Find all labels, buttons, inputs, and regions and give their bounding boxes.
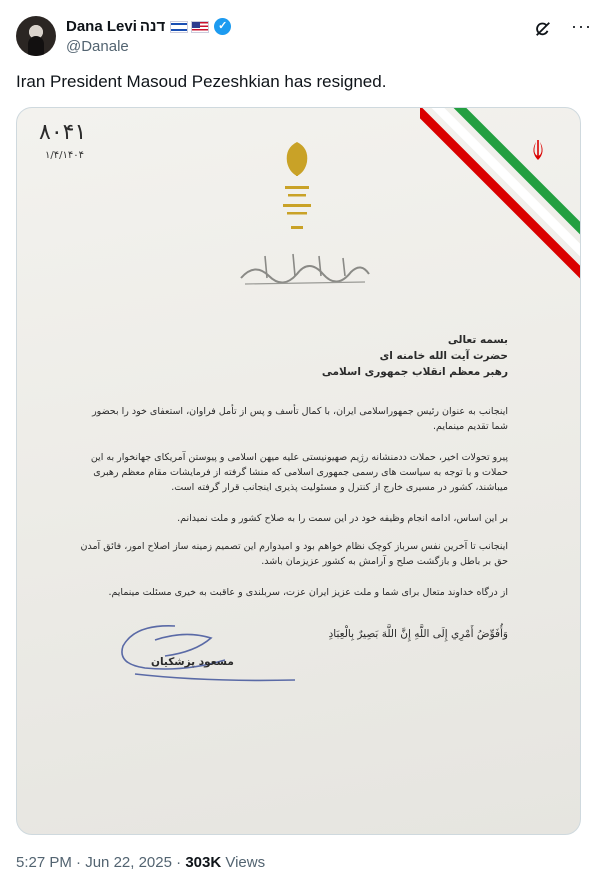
more-options-icon[interactable]: ···	[571, 16, 592, 36]
iran-flag-stripes	[420, 107, 581, 288]
grok-icon[interactable]	[534, 20, 552, 38]
avatar[interactable]	[16, 16, 56, 56]
handwritten-signature	[115, 616, 305, 686]
tweet-header	[16, 14, 592, 58]
author-handle[interactable]: @Danale	[66, 38, 129, 55]
tweet-text: Iran President Masoud Pezeshkian has resigned.	[16, 72, 387, 91]
tweet-media-image[interactable]	[16, 107, 581, 835]
letter-paragraph: بر این اساس، ادامه انجام وظیفه خود در این سمت را به صلاح کشور و ملت نمیدانم.	[177, 513, 508, 524]
document-number: ۸۰۴۱	[39, 120, 87, 145]
tweet-date[interactable]: Jun 22, 2025	[85, 854, 172, 871]
tweet-time[interactable]: 5:27 PM	[16, 854, 72, 871]
letter-salutation	[322, 332, 508, 380]
letter-paragraph: اینجانب به عنوان رئیس جمهوراسلامی ایران، با کمال تأسف و پس از تأمل فراوان، استعفای خود را بحضور شما تقدیم مینمایم.	[92, 406, 508, 432]
meta-separator: ·	[76, 854, 82, 871]
meta-separator: ·	[176, 854, 182, 871]
author-name[interactable]: Dana Levi	[66, 18, 137, 35]
views-count[interactable]: 303K	[185, 854, 222, 871]
author-name-hebrew[interactable]: דנה	[139, 18, 166, 35]
salutation-line: بسمه تعالی	[447, 334, 508, 346]
letter-paragraph: پیرو تحولات اخیر، حملات ددمنشانه رژیم صهیونیستی علیه میهن اسلامی و پیوستن آمریکای جهانخوار به این حملات و با توجه به سیاست های رسمی جمهوری اسلامی که منشا گرفته از فرمایشات مقام معظم رهبری میباشند، کشور در مسیری خارج از کنترل و مسئولیت پذیری اینجانب قرار گرفته است.	[90, 452, 508, 493]
document-date: ۱/۴/۱۴۰۴	[45, 150, 84, 161]
letter-paragraph: از درگاه خداوند متعال برای شما و ملت عزیز ایران عزت، سربلندی و عاقبت به خیری مسئلت مینمایم.	[108, 587, 508, 598]
salutation-line: حضرت آیت الله خامنه ای	[379, 350, 508, 362]
bismillah-calligraphy	[235, 248, 375, 292]
israel-flag-icon	[170, 21, 188, 33]
quran-verse: وَأُفَوِّضُ أَمْرِي إِلَى اللَّهِ إِنَّ اللَّهَ بَصِيرٌ بِالْعِبَادِ	[328, 628, 508, 640]
signer-name: مسعود پزشکیان	[151, 656, 234, 668]
views-label: Views	[225, 854, 266, 871]
us-flag-icon	[191, 21, 209, 33]
salutation-line: رهبر معظم انقلاب جمهوری اسلامی	[321, 366, 508, 378]
author-name-line[interactable]	[66, 18, 231, 35]
verified-badge-icon[interactable]: ✓	[214, 18, 231, 35]
iran-emblem-icon	[275, 138, 319, 242]
tweet-meta	[16, 854, 265, 871]
letter-paragraph: اینجانب تا آخرین نفس سرباز کوچک نظام خواهم بود و امیدوارم این تصمیم زمینه ساز اصلاح امور، فائق آمدن حق بر باطل و بازگشت صلح و آرامش به کشور عزیزمان باشد.	[80, 541, 508, 567]
